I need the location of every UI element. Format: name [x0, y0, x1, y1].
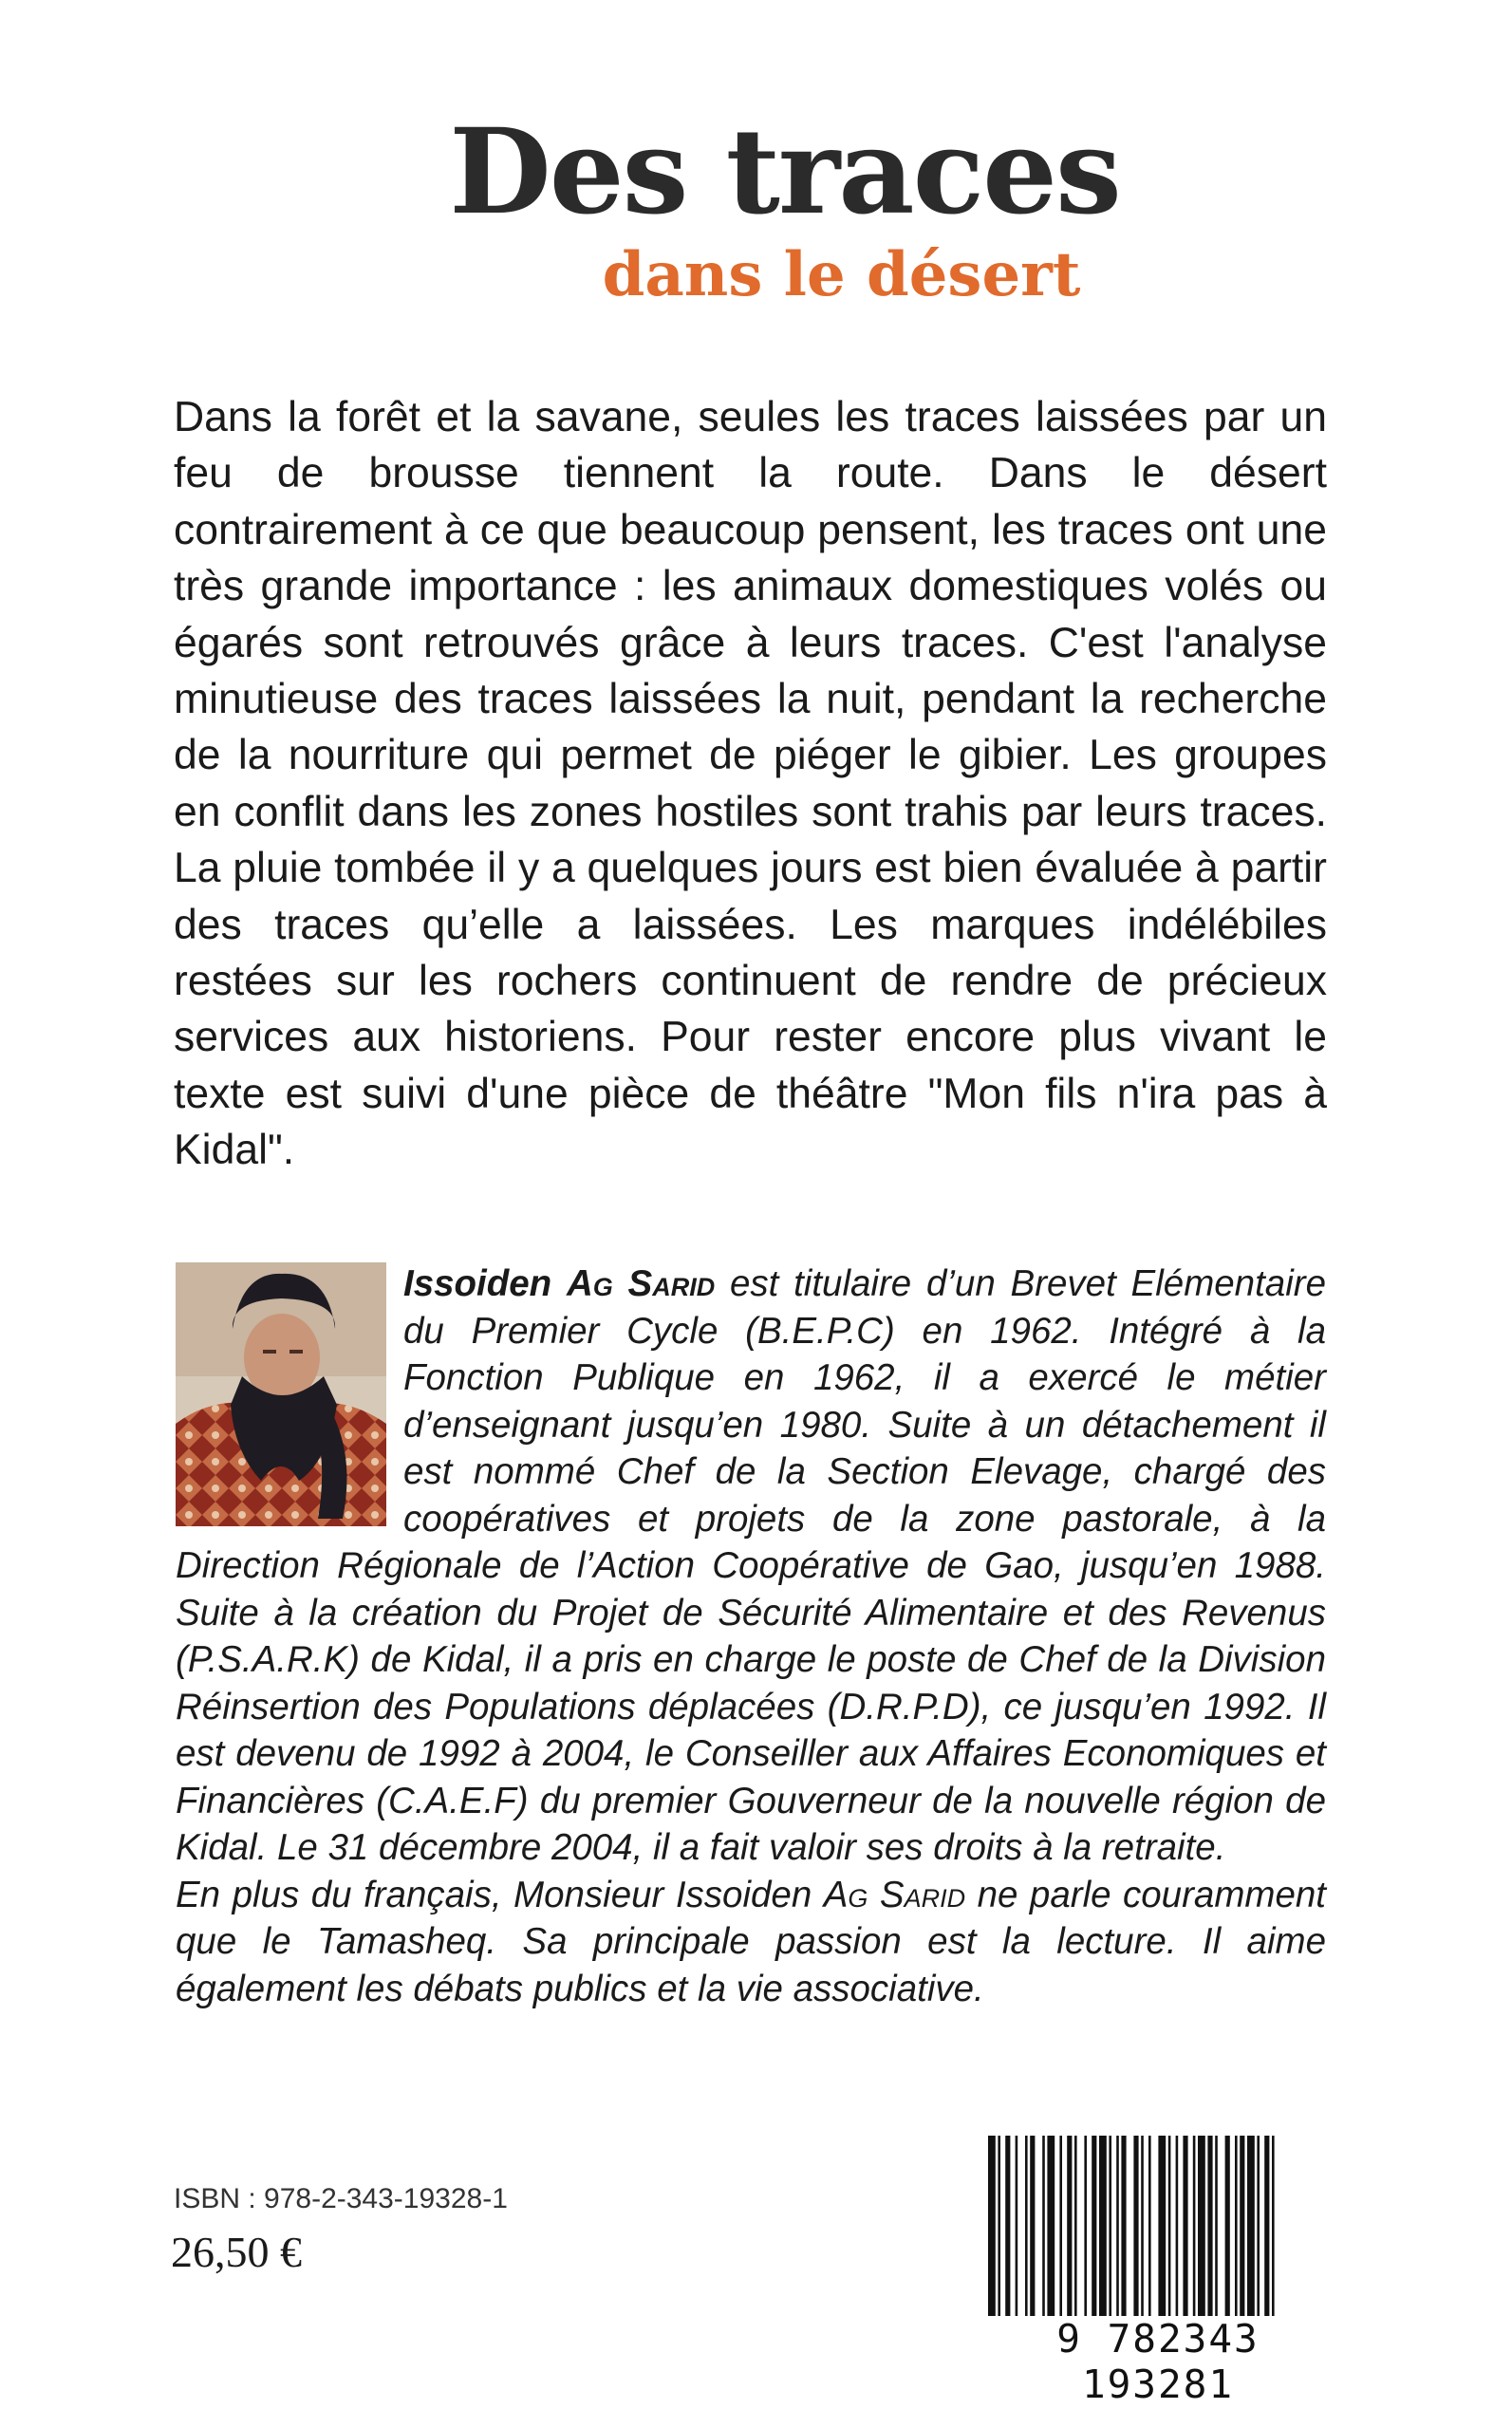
barcode-bar: [1121, 2136, 1126, 2316]
barcode-bar: [1168, 2136, 1171, 2316]
barcode-bar: [1067, 2136, 1072, 2316]
title-block: [0, 103, 1512, 310]
author-last-name: Ag Sarid: [566, 1263, 716, 1304]
barcode-bar: [1148, 2136, 1151, 2316]
barcode-bar: [1025, 2136, 1028, 2316]
barcode-bar: [1074, 2136, 1077, 2316]
back-cover-blurb: Dans la forêt et la savane, seules les traces laissées par un feu de brousse tiennent la route. Dans le désert contrairement à ce que beaucoup pensent, les traces ont une très grande importance : les animaux domestiques volés ou égarés sont retrouvés grâce à leurs traces. C'est l'analyse minutieuse des traces laissées la nuit, pendant la recherche de la nourriture qui permet de piéger le gibier. Les groupes en conflit dans les zones hostiles sont trahis par leurs traces. La pluie tombée il y a quelques jours est bien évaluée à partir des traces qu’elle a laissées. Les marques indélébiles restées sur les rochers continuent de rendre de précieux services aux historiens. Pour rester encore plus vivant le texte est suivi d'une pièce de théâtre "Mon fils n'ira pas à Kidal".: [174, 394, 1327, 1174]
author-name: [403, 1263, 715, 1304]
barcode-bar: [988, 2136, 996, 2316]
barcode-bar: [1176, 2136, 1179, 2316]
barcode-bar: [998, 2136, 1000, 2316]
photo-spacer: [176, 1261, 403, 1526]
barcode-bar: [1215, 2136, 1218, 2316]
barcode-bar: [1240, 2136, 1244, 2316]
barcode-bar: [1092, 2136, 1096, 2316]
barcode-bar: [1016, 2136, 1018, 2316]
barcode-bar: [1264, 2136, 1269, 2316]
barcode-bar: [1042, 2136, 1045, 2316]
barcode-bar: [1235, 2136, 1238, 2316]
barcode-bar: [1005, 2136, 1010, 2316]
barcode-bar: [1272, 2136, 1275, 2316]
barcode-bar: [1207, 2136, 1212, 2316]
barcode-bar: [1198, 2136, 1205, 2316]
barcode-bar: [1059, 2136, 1062, 2316]
price: 26,50 €: [171, 2228, 302, 2276]
barcode-bar: [1133, 2136, 1138, 2316]
barcode-bar: [1158, 2136, 1166, 2316]
barcode-digits: 9 782343 193281: [1056, 2316, 1260, 2407]
barcode-bar: [1084, 2136, 1087, 2316]
barcode-bar: [1047, 2136, 1055, 2316]
barcode-bar: [1225, 2136, 1230, 2316]
barcode-bar: [1116, 2136, 1119, 2316]
author-bio-languages-b: ne parle couramment que le Tamasheq. Sa principale passion est la lecture. Il aime également les débats publics et la vie associative.: [176, 1874, 1326, 2009]
book-subtitle: dans le désert: [602, 239, 1081, 310]
barcode-bars: [982, 2136, 1334, 2316]
barcode-bar: [1193, 2136, 1196, 2316]
author-first-name: Issoiden: [403, 1263, 552, 1304]
isbn: ISBN : 978-2-343-19328-1: [174, 2183, 508, 2214]
barcode-bar: [1030, 2136, 1035, 2316]
barcode-bar: [1247, 2136, 1255, 2316]
author-bio: [176, 1261, 1326, 2012]
barcode-bar: [1109, 2136, 1111, 2316]
author-last-name-inline: Ag Sarid: [823, 1874, 966, 1915]
barcode-bar: [1141, 2136, 1144, 2316]
barcode-bar: [1183, 2136, 1187, 2316]
author-bio-main: est titulaire d’un Brevet Elémentaire du Premier Cycle (B.E.P.C) en 1962. Intégré à la Fonction Publique en 1962, il a exercé le métier d’enseignant jusqu’en 1980. Suite à un détachement il est nommé Chef de la Section Elevage, chargé des coopératives et projets de la zone pastorale, à la Direction Régionale de l’Action Coopérative de Gao, jusqu’en 1988. Suite à la création du Projet de Sécurité Alimentaire et des Revenus (P.S.A.R.K) de Kidal, il a pris en charge le poste de Chef de la Division Réinsertion des Populations déplacées (D.R.P.D), ce jusqu’en 1992. Il est devenu de 1992 à 2004, le Conseiller aux Affaires Economiques et Financières (C.A.E.F) du premier Gouverneur de la nouvelle région de Kidal. Le 31 décembre 2004, il a fait valoir ses droits à la retraite.: [176, 1263, 1326, 1868]
book-title: Des traces: [449, 103, 1120, 241]
author-bio-languages-a: En plus du français, Monsieur Issoiden: [176, 1874, 812, 1915]
barcode-bar: [1099, 2136, 1107, 2316]
barcode-bar: [1257, 2136, 1260, 2316]
